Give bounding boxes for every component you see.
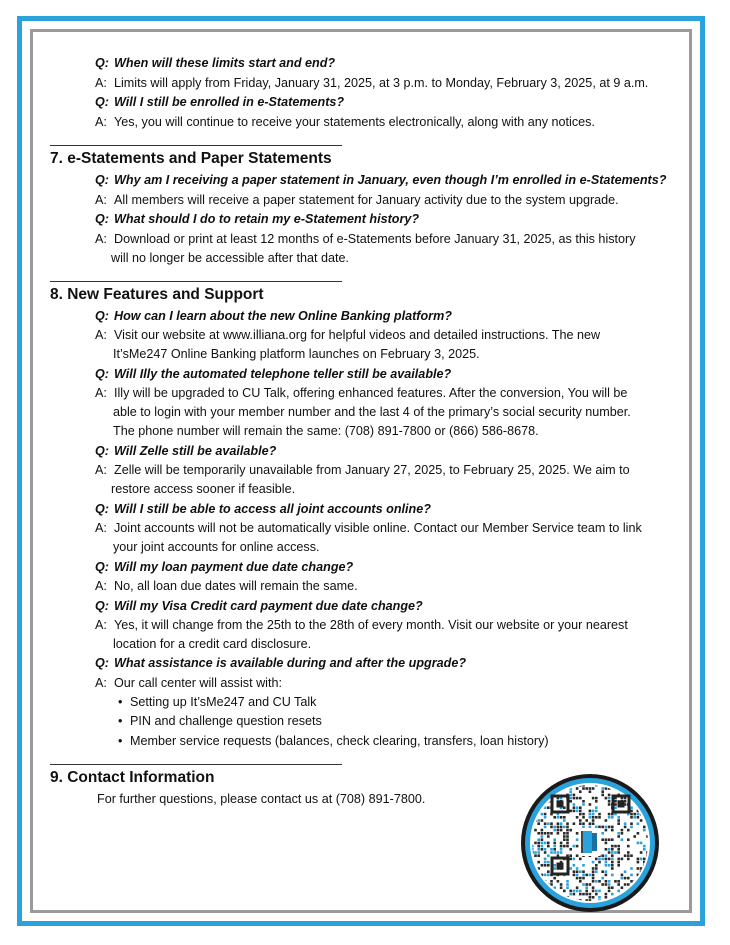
contact-text: For further questions, please contact us at (708) 891-7800. bbox=[97, 792, 426, 806]
faq-question: Q: What assistance is available during and after the upgrade? bbox=[95, 656, 467, 670]
faq-answer: A: No, all loan due dates will remain the same. bbox=[95, 579, 358, 593]
faq-question: Q: Will Illy the automated telephone teller still be available? bbox=[95, 367, 452, 381]
faq-answer-continued: your joint accounts for online access. bbox=[113, 540, 320, 554]
faq-answer: A: Yes, it will change from the 25th to the 28th of every month. Visit our website or your nearest bbox=[95, 618, 628, 632]
section-divider bbox=[50, 145, 342, 146]
list-item: • Setting up It’sMe247 and CU Talk bbox=[118, 695, 317, 709]
faq-answer-continued: restore access sooner if feasible. bbox=[111, 482, 296, 496]
list-item: • Member service requests (balances, check clearing, transfers, loan history) bbox=[118, 734, 549, 748]
faq-answer-continued: will no longer be accessible after that date. bbox=[111, 251, 350, 265]
faq-answer: A: Joint accounts will not be automatically visible online. Contact our Member Service team to link bbox=[95, 521, 642, 535]
faq-question: Q: How can I learn about the new Online Banking platform? bbox=[95, 309, 452, 323]
section-heading: 9. Contact Information bbox=[50, 769, 215, 786]
section-heading: 7. e-Statements and Paper Statements bbox=[50, 150, 332, 167]
faq-question: Q: Why am I receiving a paper statement in January, even though I’m enrolled in e-Statements? bbox=[95, 173, 667, 187]
faq-question: Q: When will these limits start and end? bbox=[95, 56, 336, 70]
section-divider bbox=[50, 764, 342, 765]
faq-answer: A: Visit our website at www.illiana.org for helpful videos and detailed instructions. The new bbox=[95, 328, 601, 342]
section-divider bbox=[50, 281, 342, 282]
faq-question: Q: Will Zelle still be available? bbox=[95, 444, 277, 458]
faq-answer-continued: location for a credit card disclosure. bbox=[113, 637, 312, 651]
faq-question: Q: Will I still be enrolled in e-Statements? bbox=[95, 95, 345, 109]
faq-answer: A: Our call center will assist with: bbox=[95, 676, 282, 690]
faq-question: Q: Will I still be able to access all joint accounts online? bbox=[95, 502, 431, 516]
faq-answer-continued: able to login with your member number and the last 4 of the primary’s social security number. bbox=[113, 405, 631, 419]
section-heading: 8. New Features and Support bbox=[50, 286, 264, 303]
faq-answer: A: Limits will apply from Friday, January 31, 2025, at 3 p.m. to Monday, February 3, 2025, at 9 a.m. bbox=[95, 76, 649, 90]
faq-answer-continued: The phone number will remain the same: (708) 891-7800 or (866) 586-8678. bbox=[113, 424, 539, 438]
faq-question: Q: Will my loan payment due date change? bbox=[95, 560, 354, 574]
qr-code-icon[interactable] bbox=[519, 772, 661, 914]
faq-answer: A: Download or print at least 12 months of e-Statements before January 31, 2025, as this history bbox=[95, 232, 636, 246]
faq-answer: A: Zelle will be temporarily unavailable from January 27, 2025, to February 25, 2025. We aim to bbox=[95, 463, 630, 477]
faq-answer: A: Yes, you will continue to receive your statements electronically, along with any notices. bbox=[95, 115, 595, 129]
faq-answer: A: Illy will be upgraded to CU Talk, offering enhanced features. After the conversion, You will be bbox=[95, 386, 628, 400]
faq-question: Q: Will my Visa Credit card payment due date change? bbox=[95, 599, 423, 613]
faq-answer-continued: It’sMe247 Online Banking platform launches on February 3, 2025. bbox=[113, 347, 480, 361]
list-item: • PIN and challenge question resets bbox=[118, 714, 322, 728]
faq-question: Q: What should I do to retain my e-Statement history? bbox=[95, 212, 420, 226]
faq-answer: A: All members will receive a paper statement for January activity due to the system upgrade. bbox=[95, 193, 619, 207]
